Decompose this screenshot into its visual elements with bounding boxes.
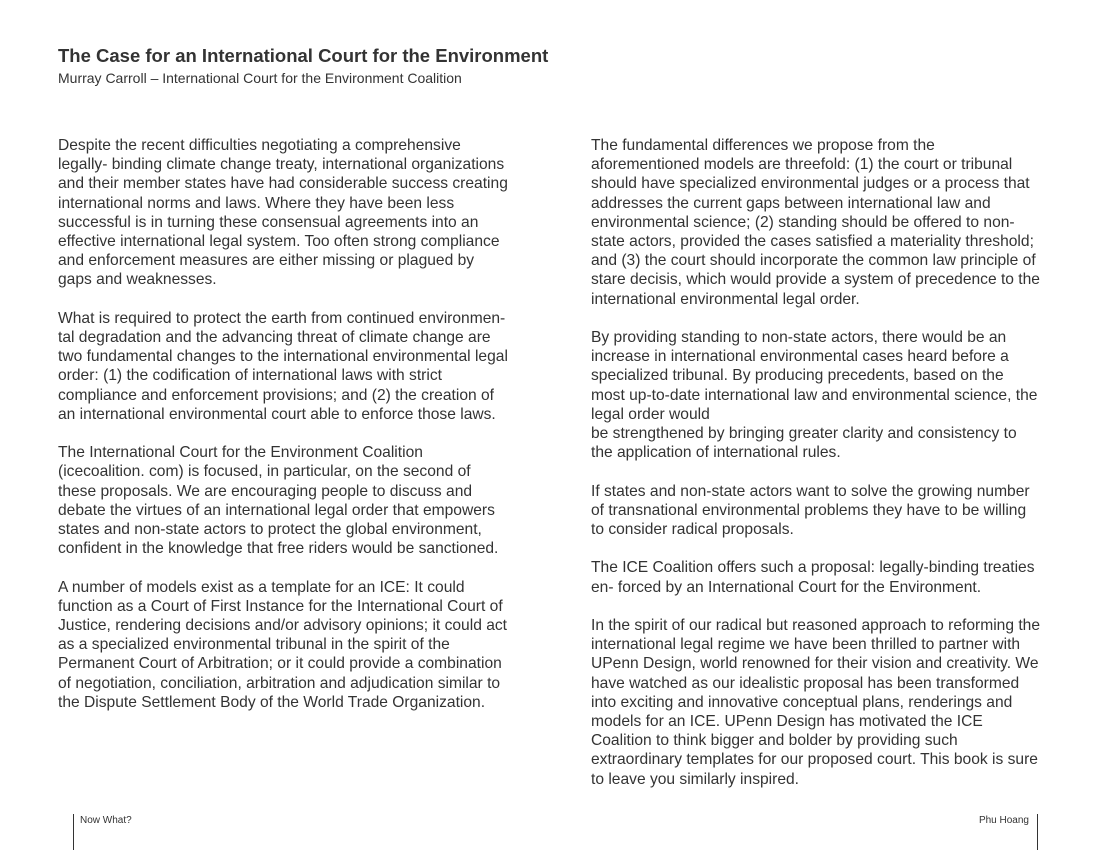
byline: Murray Carroll – International Court for the Environment Coalition bbox=[58, 70, 462, 86]
paragraph bbox=[591, 482, 1061, 540]
text-line: stare decisis, which would provide a system of precedence to the bbox=[591, 271, 1040, 289]
text-line: of transnational environmental problems they have to be willing bbox=[591, 501, 1027, 519]
text-line: Coalition to think bigger and bolder by providing such bbox=[591, 732, 958, 750]
text-line: aforementioned models are threefold: (1) the court or tribunal bbox=[591, 156, 1013, 174]
text-line: the Dispute Settlement Body of the World Trade Organization. bbox=[58, 693, 486, 711]
text-line: confident in the knowledge that free riders would be sanctioned. bbox=[58, 540, 499, 558]
text-line: order: (1) the codification of international laws with strict bbox=[58, 367, 442, 385]
text-line: into exciting and innovative conceptual plans, renderings and bbox=[591, 693, 1013, 711]
text-line: effective international legal system. Too often strong compliance bbox=[58, 233, 500, 251]
text-line: and their member states have had considerable success creating bbox=[58, 175, 508, 193]
text-line: legal order would bbox=[591, 405, 710, 423]
text-line: international environmental legal order. bbox=[591, 290, 860, 308]
text-line: (icecoalition. com) is focused, in particular, on the second of bbox=[58, 463, 471, 481]
text-line: The ICE Coalition offers such a proposal: legally-binding treaties bbox=[591, 559, 1035, 577]
paragraph bbox=[58, 443, 528, 558]
text-line: most up-to-date international law and environmental science, the bbox=[591, 386, 1038, 404]
text-line: compliance and enforcement provisions; and (2) the creation of bbox=[58, 386, 495, 404]
text-line: The fundamental differences we propose from the bbox=[591, 137, 935, 154]
text-line: increase in international environmental cases heard before a bbox=[591, 348, 1009, 366]
text-line: states and non-state actors to protect the global environment, bbox=[58, 521, 482, 539]
text-line: By providing standing to non-state actors, there would be an bbox=[591, 329, 1007, 347]
text-line: extraordinary templates for our proposed court. This book is sure bbox=[591, 751, 1038, 769]
text-line: If states and non-state actors want to solve the growing number bbox=[591, 482, 1030, 500]
text-line: addresses the current gaps between international law and bbox=[591, 194, 991, 212]
text-line: function as a Court of First Instance for the International Court of bbox=[58, 597, 503, 615]
text-line: gaps and weaknesses. bbox=[58, 271, 217, 289]
text-line: to leave you similarly inspired. bbox=[591, 770, 800, 788]
paragraph bbox=[58, 578, 528, 712]
footer-right-label: Phu Hoang bbox=[978, 815, 1029, 826]
text-line: and (3) the court should incorporate the common law principle of bbox=[591, 252, 1036, 270]
text-line: successful is in turning these consensual agreements into an bbox=[58, 213, 479, 231]
text-line: environmental science; (2) standing should be offered to non- bbox=[591, 213, 1015, 231]
text-line: models for an ICE. UPenn Design has motivated the ICE bbox=[591, 713, 983, 731]
paragraph bbox=[591, 558, 1061, 596]
text-line: Despite the recent difficulties negotiating a comprehensive bbox=[58, 137, 461, 154]
footer-left-label: Now What? bbox=[80, 815, 132, 826]
paragraph bbox=[58, 309, 528, 424]
text-line: specialized tribunal. By producing precedents, based on the bbox=[591, 367, 1004, 385]
text-line: to consider radical proposals. bbox=[591, 521, 794, 539]
footer-right-rule bbox=[1037, 814, 1038, 850]
text-line: be strengthened by bringing greater clarity and consistency to bbox=[591, 425, 1017, 443]
paragraph bbox=[591, 136, 1061, 309]
text-line: state actors, provided the cases satisfied a materiality threshold; bbox=[591, 233, 1034, 251]
text-line: tal degradation and the advancing threat of climate change are bbox=[58, 329, 491, 347]
text-line: should have specialized environmental judges or a process that bbox=[591, 175, 1030, 193]
text-line: an international environmental court able to enforce those laws. bbox=[58, 405, 496, 423]
text-line: en- forced by an International Court for the Environment. bbox=[591, 578, 982, 596]
paragraph bbox=[591, 616, 1061, 789]
paragraph bbox=[58, 136, 528, 290]
text-line: debate the virtues of an international legal order that empowers bbox=[58, 501, 495, 519]
text-line: have watched as our idealistic proposal has been transformed bbox=[591, 674, 1020, 692]
text-column-right bbox=[591, 136, 1061, 808]
page-title: The Case for an International Court for the Environment bbox=[58, 45, 549, 66]
text-line: In the spirit of our radical but reasoned approach to reforming the bbox=[591, 617, 1041, 635]
text-line: Permanent Court of Arbitration; or it could provide a combination bbox=[58, 655, 502, 673]
text-line: A number of models exist as a template for an ICE: It could bbox=[58, 578, 465, 596]
text-column-left bbox=[58, 136, 528, 731]
text-line: international legal regime we have been thrilled to partner with bbox=[591, 636, 1021, 654]
footer-left-rule bbox=[73, 814, 74, 850]
text-line: two fundamental changes to the international environmental legal bbox=[58, 348, 508, 366]
text-line: of negotiation, conciliation, arbitration and adjudication similar to bbox=[58, 674, 501, 692]
text-line: Justice, rendering decisions and/or advisory opinions; it could act bbox=[58, 617, 507, 635]
text-line: The International Court for the Environment Coalition bbox=[58, 444, 423, 462]
text-line: the application of international rules. bbox=[591, 444, 841, 462]
text-line: these proposals. We are encouraging people to discuss and bbox=[58, 482, 473, 500]
text-line: What is required to protect the earth from continued environmen- bbox=[58, 309, 506, 327]
paragraph bbox=[591, 328, 1061, 462]
text-line: UPenn Design, world renowned for their vision and creativity. We bbox=[591, 655, 1039, 673]
text-line: international norms and laws. Where they have been less bbox=[58, 194, 455, 212]
text-line: legally- binding climate change treaty, international organizations bbox=[58, 156, 505, 174]
text-line: and enforcement measures are either missing or plagued by bbox=[58, 252, 475, 270]
text-line: as a specialized environmental tribunal in the spirit of the bbox=[58, 636, 450, 654]
